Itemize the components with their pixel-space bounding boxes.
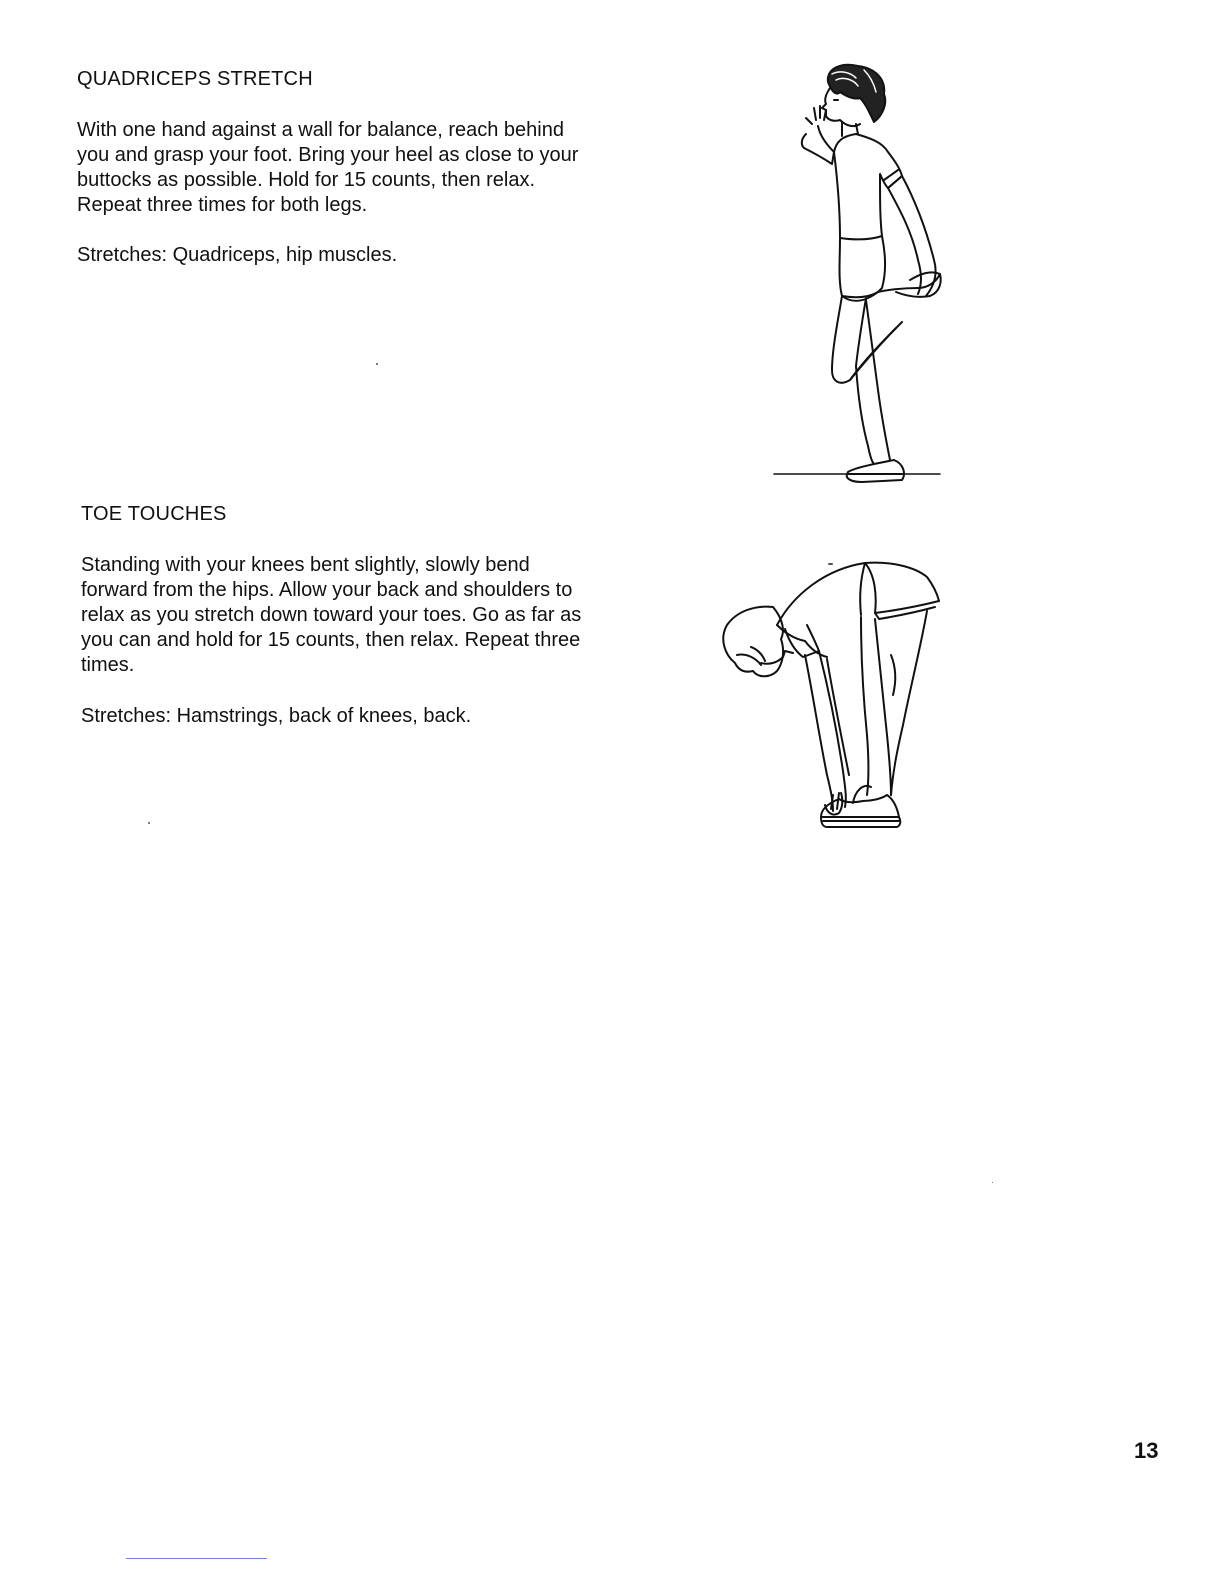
toe-touches-illustration [715,555,950,835]
page-number: 13 [1134,1438,1159,1463]
instruction-line: you and grasp your foot. Bring your heel as close to your [77,144,579,166]
instruction-line: relax as you stretch down toward your toes. Go as far as [81,604,582,626]
scan-speck [148,822,150,824]
instruction-line: Standing with your knees bent slightly, slowly bend [81,554,530,576]
scan-speck [828,563,833,565]
scan-speck [376,363,378,365]
toe-touches-title: TOE TOUCHES [81,503,227,525]
quadriceps-stretch-instructions [77,118,637,218]
toe-touches-muscles: Stretches: Hamstrings, back of knees, back. [81,705,472,727]
quadriceps-stretch-illustration [770,60,950,490]
scan-speck [992,1182,993,1183]
instruction-line: With one hand against a wall for balance, reach behind [77,119,564,141]
instruction-line: buttocks as possible. Hold for 15 counts, then relax. [77,169,536,191]
instruction-line: forward from the hips. Allow your back and shoulders to [81,579,573,601]
toe-touches-instructions [81,553,641,678]
instruction-line: times. [81,654,135,676]
instruction-line: Repeat three times for both legs. [77,194,368,216]
footer-rule [126,1558,267,1559]
instruction-line: you can and hold for 15 counts, then relax. Repeat three [81,629,581,651]
quadriceps-stretch-muscles: Stretches: Quadriceps, hip muscles. [77,244,398,266]
quadriceps-stretch-title: QUADRICEPS STRETCH [77,68,313,90]
